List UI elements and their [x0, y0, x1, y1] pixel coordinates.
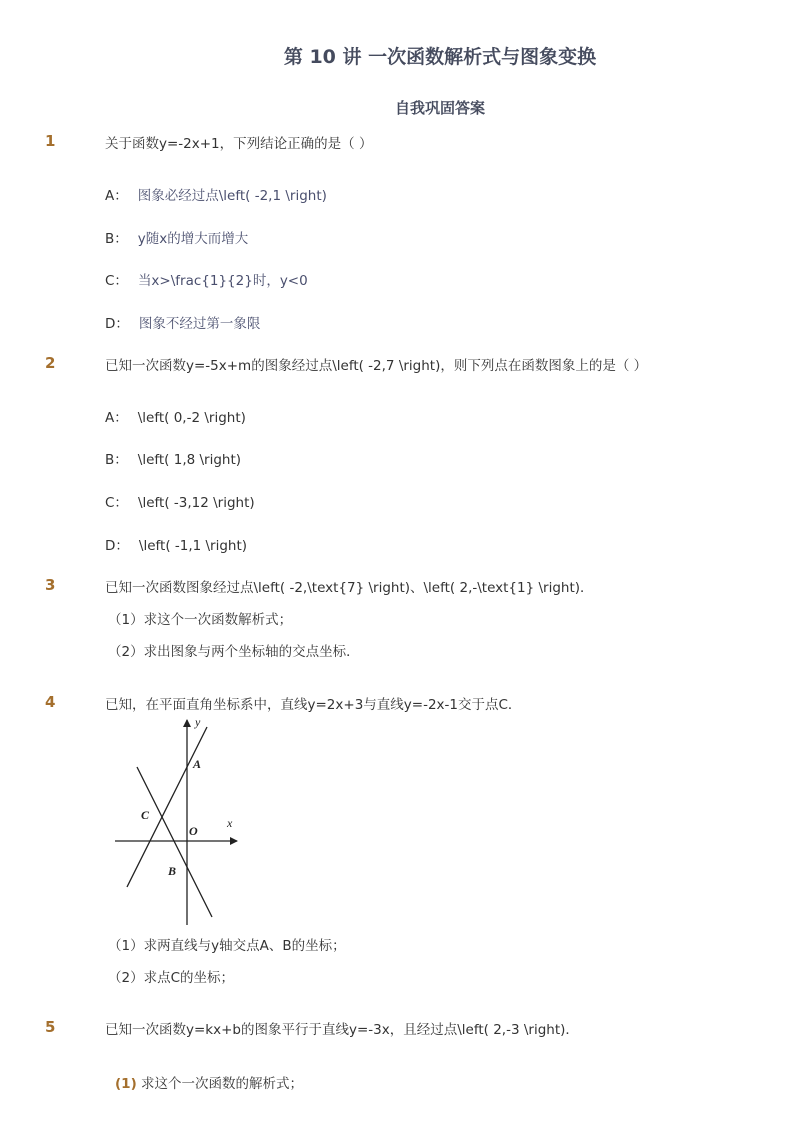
sub-question: （2）求出图象与两个坐标轴的交点坐标．: [108, 644, 360, 660]
option-d: [105, 534, 247, 554]
option-text: \left( -1,1 \right): [138, 538, 248, 554]
x-axis-label: x: [227, 816, 233, 830]
option-text: 图象必经过点\left( -2,1 \right): [137, 188, 327, 204]
point-a-label: A: [193, 757, 202, 771]
option-a: [105, 406, 246, 426]
section-subtitle: 自我巩固答案: [394, 99, 485, 117]
option-letter: B：: [105, 452, 128, 468]
option-b: [105, 227, 248, 247]
option-text: \left( -3,12 \right): [137, 495, 255, 511]
option-letter: C：: [105, 495, 128, 511]
option-letter: D：: [105, 538, 129, 554]
option-text: 当x>\frac{1}{2}时，y<0: [137, 273, 308, 289]
coordinate-diagram: [105, 712, 245, 932]
question-number: 4: [45, 693, 56, 711]
sub-question: （1）求这个一次函数解析式；: [108, 612, 293, 628]
question-text: 已知一次函数y=kx+b的图象平行于直线y=-3x，且经过点\left( 2,-3 \right)．: [105, 1022, 579, 1038]
question-number: 2: [45, 354, 56, 372]
question-number: 5: [45, 1018, 56, 1036]
coordinate-figure: [105, 712, 245, 936]
option-letter: A：: [105, 188, 128, 204]
option-b: [105, 448, 241, 468]
option-a: [105, 184, 327, 204]
option-letter: A：: [105, 410, 128, 426]
option-text: 图象不经过第一象限: [138, 316, 261, 332]
option-c: [105, 491, 255, 511]
question-text: 关于函数y=-2x+1，下列结论正确的是（ ）: [105, 136, 373, 152]
line-increasing: [127, 727, 207, 887]
question-number: 3: [45, 576, 56, 594]
y-axis-label: y: [195, 715, 201, 729]
option-text: y随x的增大而增大: [137, 231, 249, 247]
point-b-label: B: [168, 864, 177, 878]
line-decreasing: [137, 767, 212, 917]
sub-question: （1）求两直线与y轴交点A、B的坐标；: [108, 938, 346, 954]
question-number: 1: [45, 132, 56, 150]
sub-question-text: 求这个一次函数的解析式；: [141, 1076, 304, 1092]
point-c-label: C: [141, 808, 150, 822]
sub-question: [115, 1072, 303, 1092]
question-text: 已知一次函数y=-5x+m的图象经过点\left( -2,7 \right)，则下列点在函数图象上的是（ ）: [105, 358, 648, 374]
sub-question: （2）求点C的坐标；: [108, 970, 235, 986]
option-text: \left( 0,-2 \right): [137, 410, 246, 426]
option-letter: D：: [105, 316, 129, 332]
option-letter: B：: [105, 231, 128, 247]
question-text: 已知一次函数图象经过点\left( -2,\text{7} \right)、\left( 2,-\text{1} \right)．: [105, 580, 594, 596]
sub-question-number: (1): [115, 1076, 137, 1092]
page-title: 第 10 讲 一次函数解析式与图象变换: [283, 46, 597, 68]
question-text: 已知，在平面直角坐标系中，直线y=2x+3与直线y=-2x-1交于点C．: [105, 697, 522, 713]
option-d: [105, 312, 260, 332]
option-text: \left( 1,8 \right): [137, 452, 242, 468]
option-c: [105, 269, 308, 289]
option-letter: C：: [105, 273, 128, 289]
origin-label: O: [189, 824, 198, 838]
